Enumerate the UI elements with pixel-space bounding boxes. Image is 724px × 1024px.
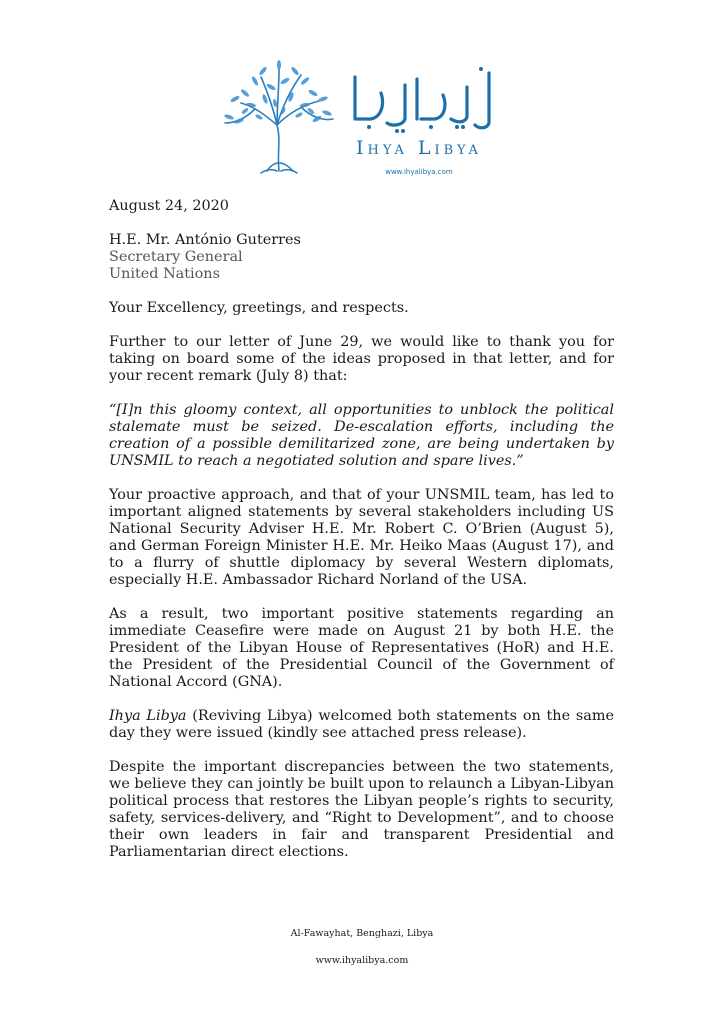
paragraph-5: Despite the important discrepancies between the two statements, we believe they can jointly be built upon to relaunch a Libyan-Libyan political process that restores the Libyan people’s rights to security, safety, services-delivery, and “Right to Development”, and to choose their own leaders in fair and transparent Presidential and Parliamentarian direct elections. xyxy=(109,759,615,860)
recipient-organization: United Nations xyxy=(109,266,220,282)
recipient-name: H.E. Mr. António Guterres xyxy=(109,232,301,248)
paragraph-3: As a result, two important positive statements regarding an immediate Ceasefire were made on August 21 by both H.E. the President of the Libyan House of Representatives (HoR) and H.E. the President of the Presidential Council of the Government of National Accord (GNA). xyxy=(109,606,614,690)
recipient-title: Secretary General xyxy=(109,249,243,265)
paragraph-1: Further to our letter of June 29, we would like to thank you for taking on board some of the ideas proposed in that letter, and for your recent remark (July 8) that: xyxy=(109,334,614,384)
paragraph-4-text: (Reviving Libya) welcomed both statements on the same day they were issued (kindly see attached press release). xyxy=(109,708,614,741)
salutation: Your Excellency, greetings, and respects. xyxy=(109,300,409,316)
arabic-wordmark-icon xyxy=(347,65,497,135)
logo-english-text: Ihya Libya xyxy=(356,137,482,159)
olive-tree-logo-icon xyxy=(215,59,343,177)
letterhead-website-link[interactable]: www.ihyalibya.com xyxy=(385,168,453,176)
recipient-block xyxy=(109,232,614,283)
paragraph-4 xyxy=(109,708,614,742)
footer-website-link[interactable]: www.ihyalibya.com xyxy=(315,955,409,966)
organization-name: Ihya Libya xyxy=(109,708,187,724)
footer-address: Al-Fawayhat, Benghazi, Libya xyxy=(290,928,434,939)
letterhead xyxy=(0,55,724,185)
letter-body xyxy=(109,198,614,861)
letter-date: August 24, 2020 xyxy=(109,198,229,214)
paragraph-2: Your proactive approach, and that of your UNSMIL team, has led to important aligned statements by several stakeholders including US National Security Adviser H.E. Mr. Robert C. O’Brien (August 5), and German Foreign Minister H.E. Mr. Heiko Maas (August 17), and to a flurry of shuttle diplomacy by several Western diplomats, especially H.E. Ambassador Richard Norland of the USA. xyxy=(109,487,614,588)
quoted-remark: “[I]n this gloomy context, all opportunities to unblock the political stalemate must be seized. De-escalation efforts, including the creation of a possible demilitarized zone, are being undertaken by UNSMIL to reach a negotiated solution and spare lives.” xyxy=(109,402,614,469)
